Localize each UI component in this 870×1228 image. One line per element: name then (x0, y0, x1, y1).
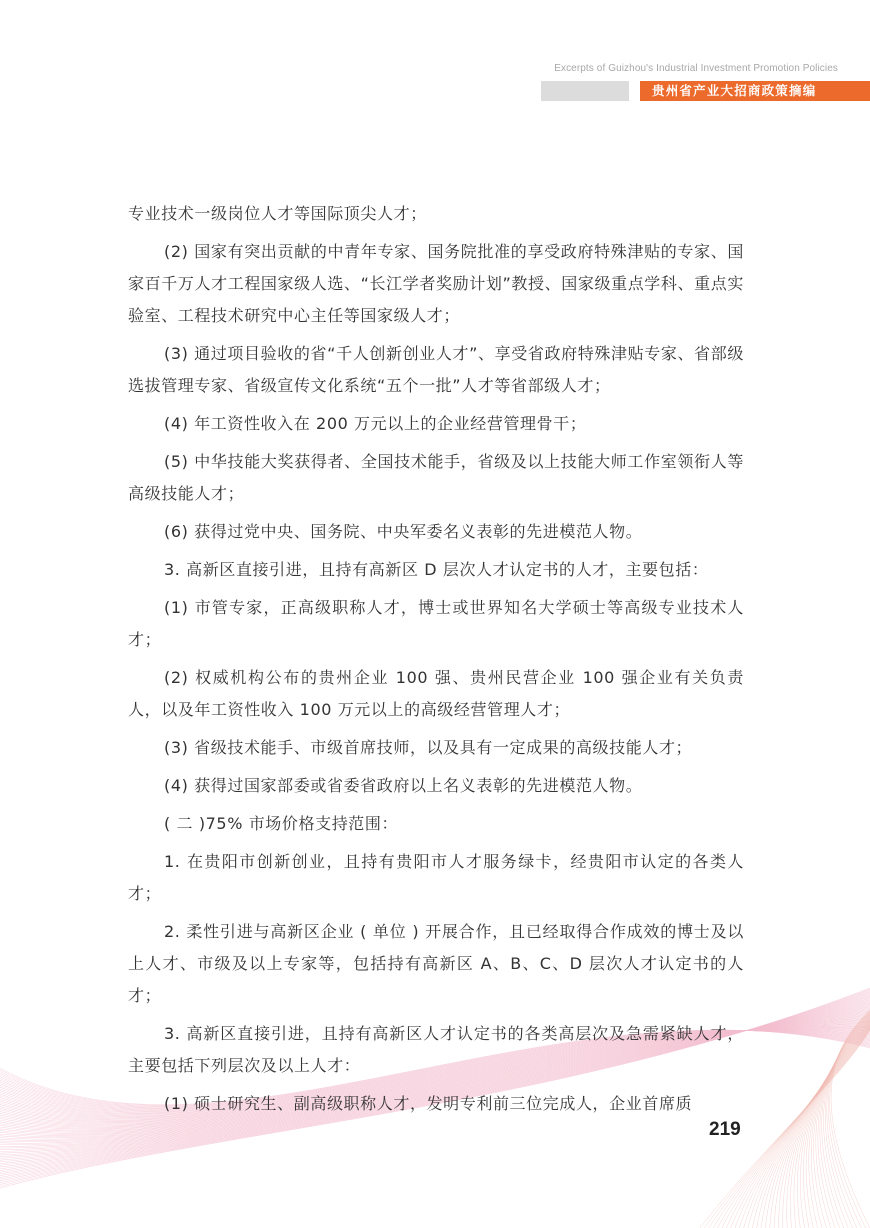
wave-line (726, 1027, 870, 1228)
wave-line (757, 1023, 870, 1228)
wave-line (790, 1019, 870, 1228)
paragraph: 3. 高新区直接引进，且持有高新区人才认定书的各类高层次及急需紧缺人才，主要包括下列层次及以上人才： (128, 1024, 744, 1075)
wave-line (722, 1027, 870, 1228)
wave-line (827, 1012, 870, 1228)
paragraph: (2) 权威机构公布的贵州企业 100 强、贵州民营企业 100 强企业有关负责人，以及年工资性收入 100 万元以上的高级经营管理人才； (128, 668, 744, 719)
wave-line (739, 1025, 870, 1228)
paragraph: 2. 柔性引进与高新区企业 ( 单位 ) 开展合作，且已经取得合作成效的博士及以上人才、市级及以上专家等，包括持有高新区 A、B、C、D 层次人才认定书的人才； (128, 922, 744, 1005)
paragraph: 1. 在贵阳市创新创业，且持有贵阳市人才服务绿卡，经贵阳市认定的各类人才； (128, 852, 744, 903)
wave-line (744, 1025, 870, 1228)
paragraph: 3. 高新区直接引进，且持有高新区 D 层次人才认定书的人才，主要包括： (164, 560, 709, 579)
wave-line (818, 1014, 870, 1228)
wave-line (822, 1013, 870, 1228)
paragraph: ( 二 )75% 市场价格支持范围： (164, 814, 399, 833)
wave-line (761, 1023, 870, 1228)
paragraph: (5) 中华技能大奖获得者、全国技术能手，省级及以上技能大师工作室领衔人等高级技能人才； (128, 452, 744, 503)
wave-line (731, 1026, 870, 1228)
paragraph: (3) 通过项目验收的省“千人创新创业人才”、享受省政府特殊津贴专家、省部级选拔管理专家、省级宣传文化系统“五个一批”人才等省部级人才； (128, 344, 744, 395)
header-chinese-title: 贵州省产业大招商政策摘编 (652, 83, 817, 98)
wave-line (809, 1016, 870, 1228)
wave-line (794, 1019, 870, 1228)
header-gray-bar (541, 81, 629, 101)
wave-line (831, 1010, 870, 1228)
wave-line (800, 1018, 870, 1228)
paragraph: (1) 市管专家，正高级职称人才，博士或世界知名大学硕士等高级专业技术人才； (128, 598, 744, 649)
wave-line (774, 1021, 870, 1228)
paragraph: (6) 获得过党中央、国务院、中央军委名义表彰的先进模范人物。 (164, 522, 643, 541)
wave-line (765, 1022, 870, 1228)
wave-line (828, 1011, 870, 1228)
wave-line (811, 1016, 870, 1228)
paragraph: (2) 国家有突出贡献的中青年专家、国务院批准的享受政府特殊津贴的专家、国家百千万人才工程国家级人选、“长江学者奖励计划”教授、国家级重点学科、重点实验室、工程技术研究中心主任等国家级人才； (128, 242, 744, 325)
header-title-bar (640, 81, 870, 101)
body-text (128, 198, 744, 1126)
paragraph: (4) 获得过国家部委或省委省政府以上名义表彰的先进模范人物。 (164, 776, 643, 795)
wave-line (823, 1013, 870, 1228)
wave-line (787, 1020, 870, 1228)
paragraph: (1) 硕士研究生、副高级职称人才，发明专利前三位完成人，企业首席质 (164, 1094, 693, 1113)
page-number: 219 (709, 1119, 741, 1140)
wave-line (783, 1020, 870, 1228)
wave-line (820, 1014, 870, 1228)
wave-line (752, 1024, 870, 1228)
paragraph: (4) 年工资性收入在 200 万元以上的企业经营管理骨干； (164, 414, 587, 433)
wave-line (814, 1015, 870, 1228)
paragraph: (3) 省级技术能手、市级首席技师，以及具有一定成果的高级技能人才； (164, 738, 693, 757)
wave-line (797, 1018, 870, 1228)
wave-line (803, 1017, 870, 1228)
wave-line (806, 1017, 870, 1228)
wave-line (735, 1026, 870, 1228)
wave-line (816, 1015, 870, 1228)
wave-line (779, 1021, 870, 1228)
paragraph: 专业技术一级岗位人才等国际顶尖人才； (128, 204, 427, 223)
wave-line (770, 1022, 870, 1228)
wave-line (825, 1012, 870, 1228)
header-english-subtitle: Excerpts of Guizhou's Industrial Investment Promotion Policies (554, 63, 838, 74)
wave-line (830, 1011, 870, 1228)
wave-line (748, 1024, 870, 1228)
